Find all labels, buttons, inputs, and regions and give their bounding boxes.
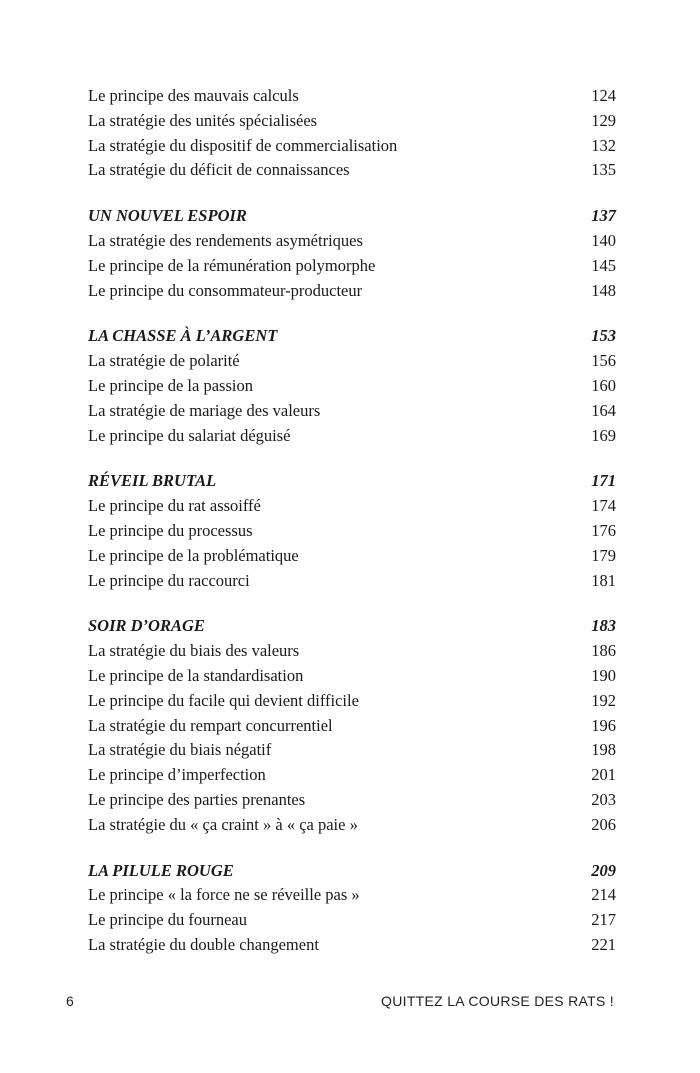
toc-entry [88, 424, 616, 449]
toc-entry-title: La stratégie du rempart concurrentiel [88, 715, 333, 735]
toc-section-heading [88, 204, 616, 229]
toc-entry [88, 494, 616, 519]
toc-entry-page: 214 [591, 885, 616, 905]
section-heading-page: 183 [591, 616, 616, 636]
toc-section [88, 204, 616, 303]
toc-entry-page: 196 [591, 715, 616, 735]
toc-section [88, 614, 616, 837]
toc-entry-title: Le principe d’imperfection [88, 765, 266, 785]
toc-entry-page: 198 [591, 740, 616, 760]
toc-entry [88, 883, 616, 908]
toc-entry-page: 140 [591, 230, 616, 250]
toc-entry-title: Le principe du processus [88, 520, 253, 540]
toc-entry-title: La stratégie du dispositif de commercialisation [88, 135, 398, 155]
toc-entry [88, 689, 616, 714]
toc-entry [88, 714, 616, 739]
toc-section [88, 324, 616, 448]
toc-section-heading [88, 469, 616, 494]
toc-entry [88, 374, 616, 399]
toc-entry-title: La stratégie du biais des valeurs [88, 641, 300, 661]
toc-entry [88, 569, 616, 594]
toc-entry-title: La stratégie du double changement [88, 934, 319, 954]
toc-entry-title: Le principe de la rémunération polymorphe [88, 255, 376, 275]
toc-entry-page: 221 [591, 934, 616, 954]
toc-section [88, 469, 616, 593]
toc-entry-page: 124 [591, 86, 616, 105]
toc-entry-page: 192 [591, 690, 616, 710]
toc-entry [88, 908, 616, 933]
toc-entry-page: 206 [591, 814, 616, 834]
toc-entry [88, 813, 616, 838]
toc-entry [88, 399, 616, 424]
toc-entry-page: 135 [591, 160, 616, 180]
toc-entry-page: 190 [591, 665, 616, 685]
toc-entry [88, 158, 616, 183]
toc-entry [88, 134, 616, 159]
toc-entry-page: 203 [591, 789, 616, 809]
toc-entry-page: 201 [591, 765, 616, 785]
toc-entry-page: 129 [591, 110, 616, 130]
toc-section-heading [88, 859, 616, 884]
toc-entry [88, 229, 616, 254]
toc-entry-title: La stratégie du déficit de connaissances [88, 160, 350, 180]
toc-entry-title: Le principe de la passion [88, 375, 253, 395]
toc-entry-page: 145 [591, 255, 616, 275]
section-heading-title: UN NOUVEL ESPOIR [88, 206, 247, 226]
section-heading-title: RÉVEIL BRUTAL [88, 471, 217, 491]
toc-entry-title: La stratégie de mariage des valeurs [88, 400, 321, 420]
toc-entry [88, 279, 616, 304]
toc-entry [88, 84, 616, 109]
toc-entry-title: Le principe des parties prenantes [88, 789, 306, 809]
toc-entry-title: La stratégie du « ça craint » à « ça paie » [88, 814, 358, 834]
toc-entry-title: Le principe du raccourci [88, 570, 250, 590]
toc-entry-title: Le principe de la problématique [88, 545, 299, 565]
toc-entry-title: La stratégie de polarité [88, 351, 240, 371]
toc-entry [88, 254, 616, 279]
page-footer [66, 993, 614, 1009]
toc-entry-page: 176 [591, 520, 616, 540]
toc-entry-title: La stratégie du biais négatif [88, 740, 272, 760]
toc-entry-page: 179 [591, 545, 616, 565]
section-heading-page: 153 [591, 326, 616, 346]
toc-entry [88, 738, 616, 763]
toc-entry [88, 933, 616, 958]
toc-entry-page: 148 [591, 280, 616, 300]
section-heading-page: 137 [591, 206, 616, 226]
toc-entry-page: 169 [591, 425, 616, 445]
section-heading-title: LA CHASSE À L’ARGENT [88, 326, 278, 346]
toc-entry [88, 788, 616, 813]
toc-entry-title: Le principe du consommateur-producteur [88, 280, 363, 300]
toc-section [88, 859, 616, 958]
toc-entry-page: 160 [591, 375, 616, 395]
table-of-contents [88, 84, 616, 979]
toc-entry-page: 132 [591, 135, 616, 155]
toc-entry-title: Le principe des mauvais calculs [88, 86, 299, 105]
toc-entry-title: Le principe du rat assoiffé [88, 496, 261, 516]
toc-entry-title: Le principe du facile qui devient difficile [88, 690, 359, 710]
toc-section-heading [88, 614, 616, 639]
toc-entry [88, 639, 616, 664]
toc-entry-page: 174 [591, 496, 616, 516]
toc-section-heading [88, 324, 616, 349]
section-heading-title: SOIR D’ORAGE [88, 616, 205, 636]
footer-running-title: QUITTEZ LA COURSE DES RATS ! [381, 993, 614, 1009]
toc-entry [88, 349, 616, 374]
toc-entry-title: Le principe du fourneau [88, 910, 247, 930]
toc-entry [88, 763, 616, 788]
toc-entry [88, 544, 616, 569]
footer-page-number: 6 [66, 993, 75, 1009]
toc-entry-page: 164 [591, 400, 616, 420]
toc-entry-page: 217 [591, 910, 616, 930]
toc-entry-title: Le principe de la standardisation [88, 665, 304, 685]
toc-entry-title: Le principe du salariat déguisé [88, 425, 291, 445]
toc-entry-title: La stratégie des rendements asymétriques [88, 230, 363, 250]
toc-entry-title: La stratégie des unités spécialisées [88, 110, 318, 130]
section-heading-page: 209 [591, 860, 616, 880]
toc-entry [88, 664, 616, 689]
toc-entry-page: 156 [591, 351, 616, 371]
toc-entry [88, 109, 616, 134]
section-heading-title: LA PILULE ROUGE [88, 860, 234, 880]
toc-entry-page: 186 [591, 641, 616, 661]
toc-entry-title: Le principe « la force ne se réveille pas » [88, 885, 360, 905]
section-heading-page: 171 [591, 471, 616, 491]
toc-entry-page: 181 [591, 570, 616, 590]
toc-section [88, 84, 616, 183]
toc-entry [88, 519, 616, 544]
